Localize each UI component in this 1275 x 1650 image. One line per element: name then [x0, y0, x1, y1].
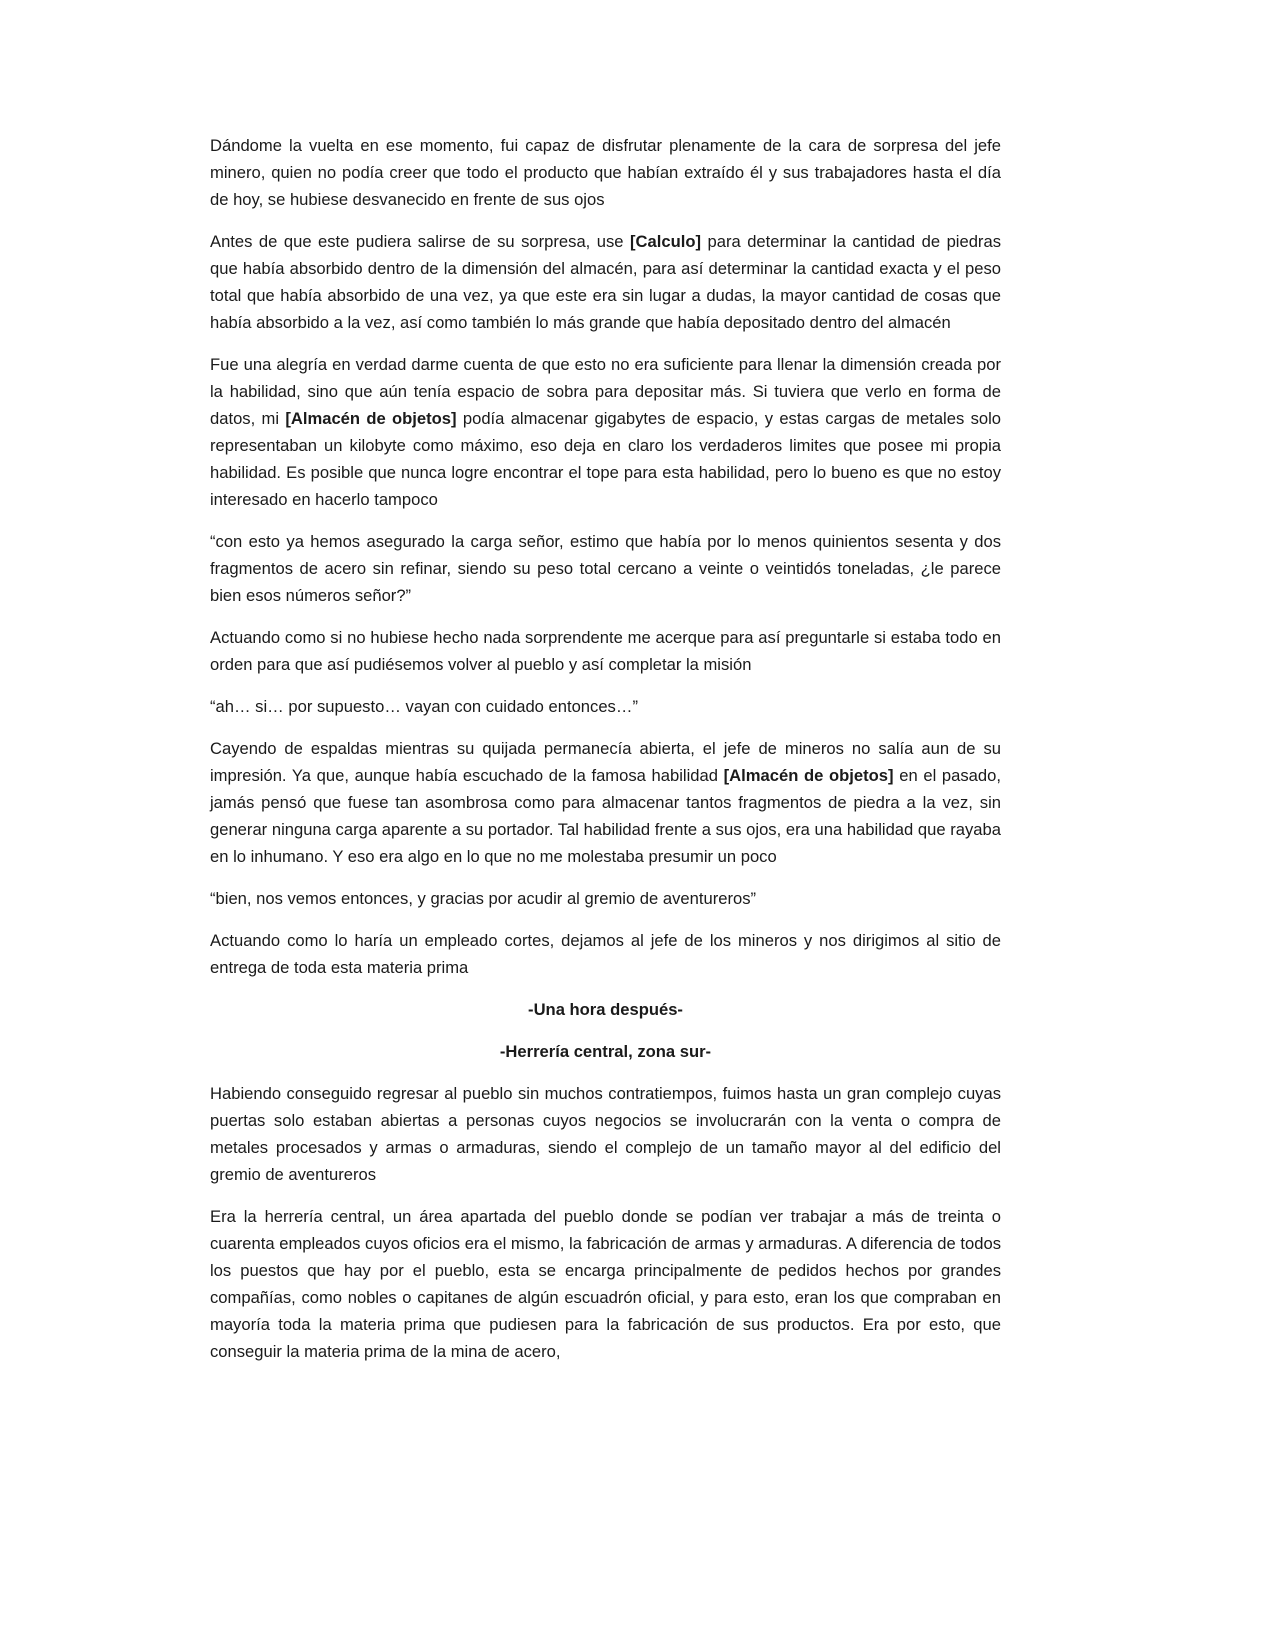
paragraph [210, 1203, 1001, 1365]
paragraph [210, 351, 1001, 513]
paragraph [210, 528, 1001, 609]
text-segment: en el pasado, jamás pensó que fuese tan asombrosa como para almacenar tantos fragmentos de piedra a la vez, sin generar ninguna carga aparente a su portador. Tal habilidad frente a sus ojos, era una habilidad que rayaba en lo inhumano. Y eso era algo en lo que no me molestaba presumir un poco [210, 766, 1001, 866]
text-segment: Actuando como si no hubiese hecho nada sorprendente me acerque para así preguntarle si estaba todo en orden para que así pudiésemos volver al pueblo y así completar la misión [210, 628, 1001, 674]
text-segment: “bien, nos vemos entonces, y gracias por acudir al gremio de aventureros” [210, 889, 757, 908]
text-segment: Habiendo conseguido regresar al pueblo sin muchos contratiempos, fuimos hasta un gran complejo cuyas puertas solo estaban abiertas a personas cuyos negocios se involucrarán con la venta o compra de metales procesados y armas o armaduras, siendo el complejo de un tamaño mayor al del edificio del gremio de aventureros [210, 1084, 1001, 1184]
text-segment: Actuando como lo haría un empleado cortes, dejamos al jefe de los mineros y nos dirigimos al sitio de entrega de toda esta materia prima [210, 931, 1001, 977]
bold-term: -Una hora después- [528, 1000, 683, 1019]
text-segment: podía almacenar gigabytes de espacio, y estas cargas de metales solo representaban un kilobyte como máximo, eso deja en claro los verdaderos limites que posee mi propia habilidad. Es posible que nunca logre encontrar el tope para esta habilidad, pero lo bueno es que no estoy interesado en hacerlo tampoco [210, 409, 1002, 509]
paragraph [210, 735, 1001, 870]
paragraph [210, 132, 1001, 213]
bold-term: [Almacén de objetos] [723, 766, 894, 785]
text-segment: Cayendo de espaldas mientras su quijada permanecía abierta, el jefe de mineros no salía aun de su impresión. Ya que, aunque había escuchado de la famosa habilidad [210, 739, 1001, 785]
scene-heading [210, 1038, 1001, 1065]
paragraph [210, 693, 1001, 720]
scene-heading [210, 996, 1001, 1023]
text-segment: Era la herrería central, un área apartada del pueblo donde se podían ver trabajar a más de treinta o cuarenta empleados cuyos oficios era el mismo, la fabricación de armas y armaduras. A diferencia de todos los puestos que hay por el pueblo, esta se encarga principalmente de pedidos hechos por grandes compañías, como nobles o capitanes de algún escuadrón oficial, y para esto, eran los que compraban en mayoría toda la materia prima que pudiesen para la fabricación de sus productos. Era por esto, que conseguir la materia prima de la mina de acero, [210, 1207, 1001, 1361]
document-page [210, 132, 1001, 1380]
text-segment: Fue una alegría en verdad darme cuenta de que esto no era suficiente para llenar la dimensión creada por la habilidad, sino que aún tenía espacio de sobra para depositar más. Si tuviera que verlo en forma de datos, mi [210, 355, 1001, 428]
bold-term: -Herrería central, zona sur- [499, 1042, 712, 1061]
text-segment: Dándome la vuelta en ese momento, fui capaz de disfrutar plenamente de la cara de sorpresa del jefe minero, quien no podía creer que todo el producto que habían extraído él y sus trabajadores hasta el día de hoy, se hubiese desvanecido en frente de sus ojos [210, 136, 1001, 209]
bold-term: [Almacén de objetos] [285, 409, 457, 428]
paragraph [210, 885, 1001, 912]
paragraph [210, 1080, 1001, 1188]
paragraph [210, 228, 1001, 336]
text-segment: “con esto ya hemos asegurado la carga señor, estimo que había por lo menos quinientos sesenta y dos fragmentos de acero sin refinar, siendo su peso total cercano a veinte o veintidós toneladas, ¿le parece bien esos números señor?” [210, 532, 1001, 605]
text-segment: “ah… si… por supuesto… vayan con cuidado entonces…” [210, 697, 638, 716]
text-segment: Antes de que este pudiera salirse de su sorpresa, use [210, 232, 631, 251]
bold-term: [Calculo] [630, 232, 702, 251]
text-segment: para determinar la cantidad de piedras que había absorbido dentro de la dimensión del almacén, para así determinar la cantidad exacta y el peso total que había absorbido de una vez, ya que este era sin lugar a dudas, la mayor cantidad de cosas que había absorbido a la vez, así como también lo más grande que había depositado dentro del almacén [210, 232, 1001, 332]
paragraph [210, 624, 1001, 678]
paragraph [210, 927, 1001, 981]
